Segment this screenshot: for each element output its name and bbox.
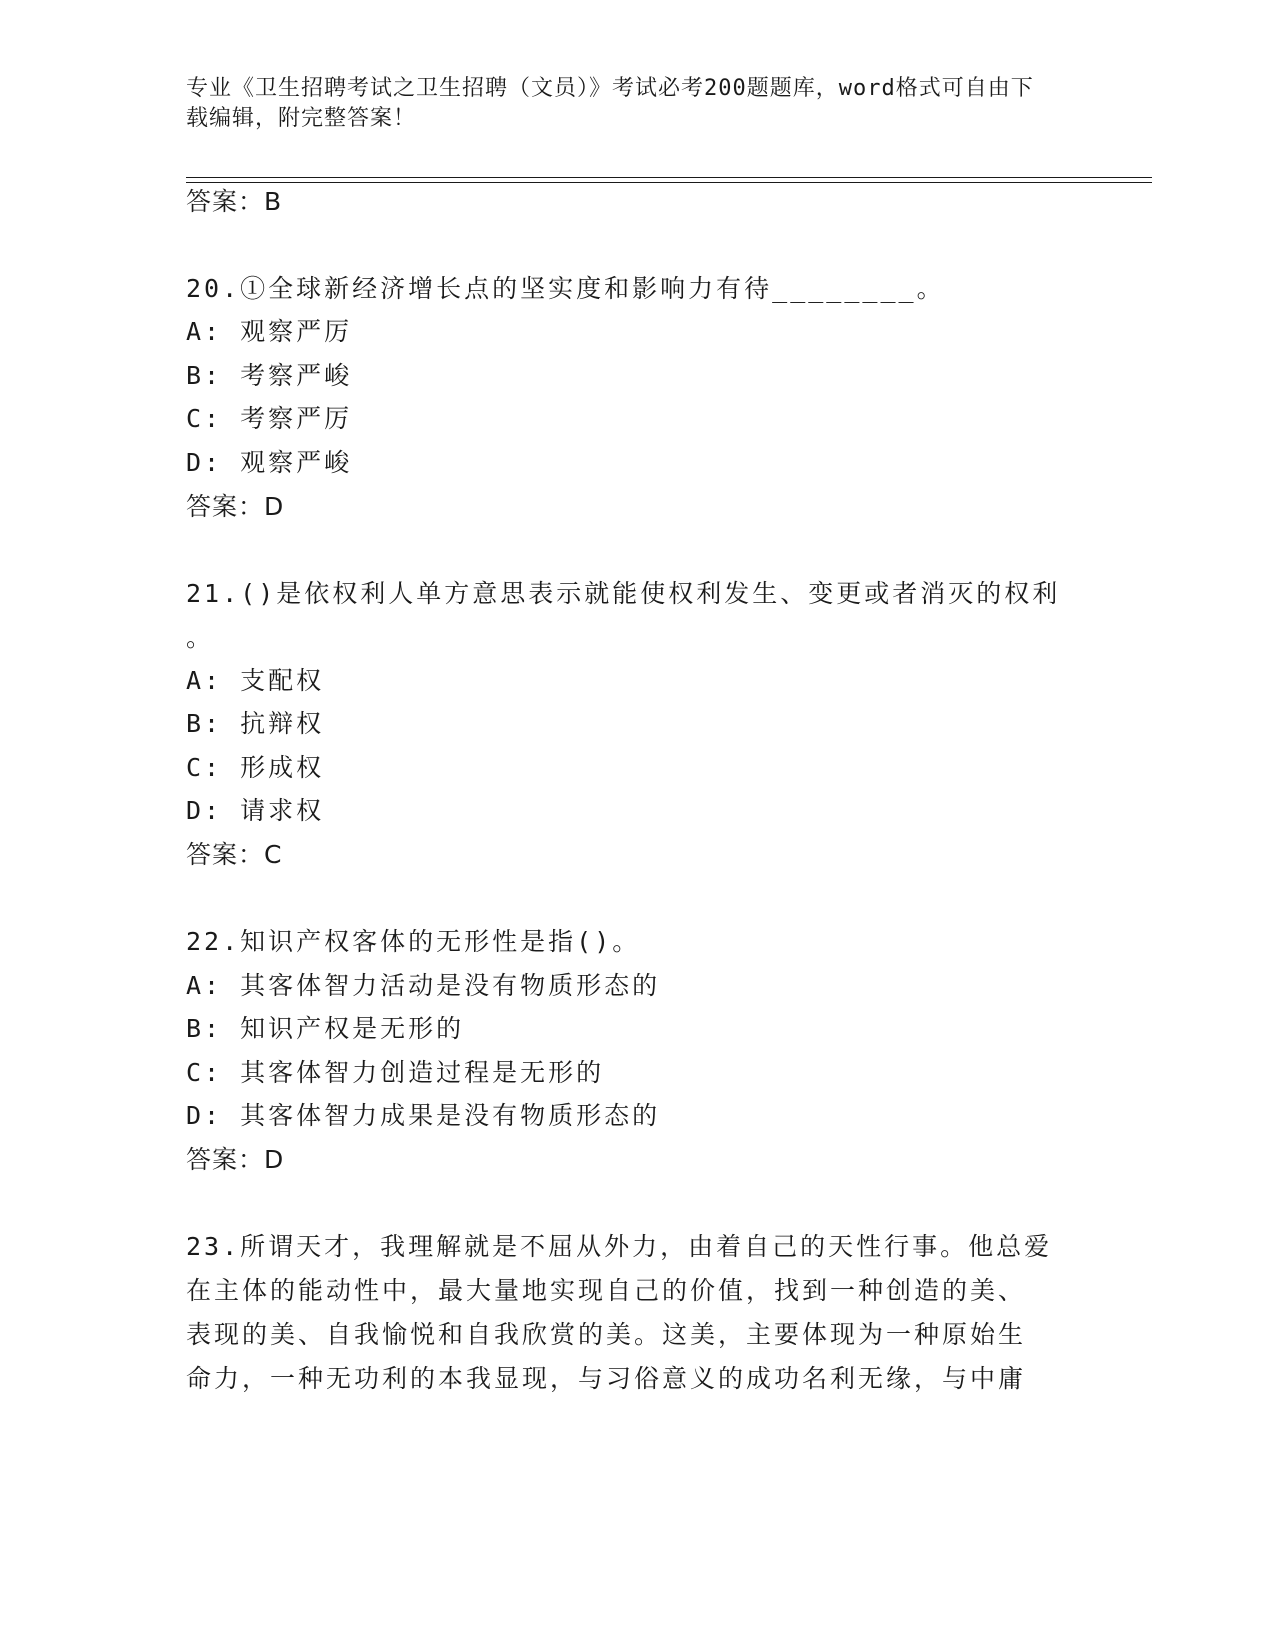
question-21-option-c: C: 形成权 [186, 753, 325, 782]
question-22-option-a: A: 其客体智力活动是没有物质形态的 [186, 971, 661, 1000]
question-22-stem: 22.知识产权客体的无形性是指()。 [186, 927, 641, 956]
page-header-text: 专业《卫生招聘考试之卫生招聘（文员）》考试必考200题题库，word格式可自由下载编辑，附完整答案！ [186, 76, 1034, 131]
answer-q21: 答案：C [186, 840, 283, 869]
question-23-line-1: 23.所谓天才，我理解就是不屈从外力，由着自己的天性行事。他总爱 [186, 1232, 1053, 1261]
answer-q19: 答案：B [186, 187, 283, 216]
question-21-option-d: D: 请求权 [186, 796, 325, 825]
answer-q20: 答案：D [186, 492, 285, 521]
question-22-option-d: D: 其客体智力成果是没有物质形态的 [186, 1101, 661, 1130]
question-20-option-d: D: 观察严峻 [186, 448, 353, 477]
question-21-option-a: A: 支配权 [186, 666, 325, 695]
question-23-line-3: 表现的美、自我愉悦和自我欣赏的美。这美，主要体现为一种原始生 [186, 1320, 1027, 1349]
answer-q22: 答案：D [186, 1145, 285, 1174]
question-20-option-a: A: 观察严厉 [186, 317, 353, 346]
question-20-option-b: B: 考察严峻 [186, 361, 353, 390]
question-21-option-b: B: 抗辩权 [186, 709, 325, 738]
question-21-stem-line2: 。 [186, 623, 215, 652]
question-23-line-4: 命力，一种无功利的本我显现，与习俗意义的成功名利无缘，与中庸 [186, 1364, 1027, 1393]
question-22-option-c: C: 其客体智力创造过程是无形的 [186, 1058, 605, 1087]
question-23-line-2: 在主体的能动性中，最大量地实现自己的价值，找到一种创造的美、 [186, 1276, 1027, 1305]
header-rule-bottom [186, 182, 1152, 183]
header-rule-top [186, 177, 1152, 178]
question-22-option-b: B: 知识产权是无形的 [186, 1014, 465, 1043]
question-20-stem: 20.①全球新经济增长点的坚实度和影响力有待________。 [186, 274, 945, 303]
question-20-option-c: C: 考察严厉 [186, 404, 353, 433]
document-page [186, 0, 1106, 1650]
question-21-stem-line1: 21.()是依权利人单方意思表示就能使权利发生、变更或者消灭的权利 [186, 579, 1061, 608]
